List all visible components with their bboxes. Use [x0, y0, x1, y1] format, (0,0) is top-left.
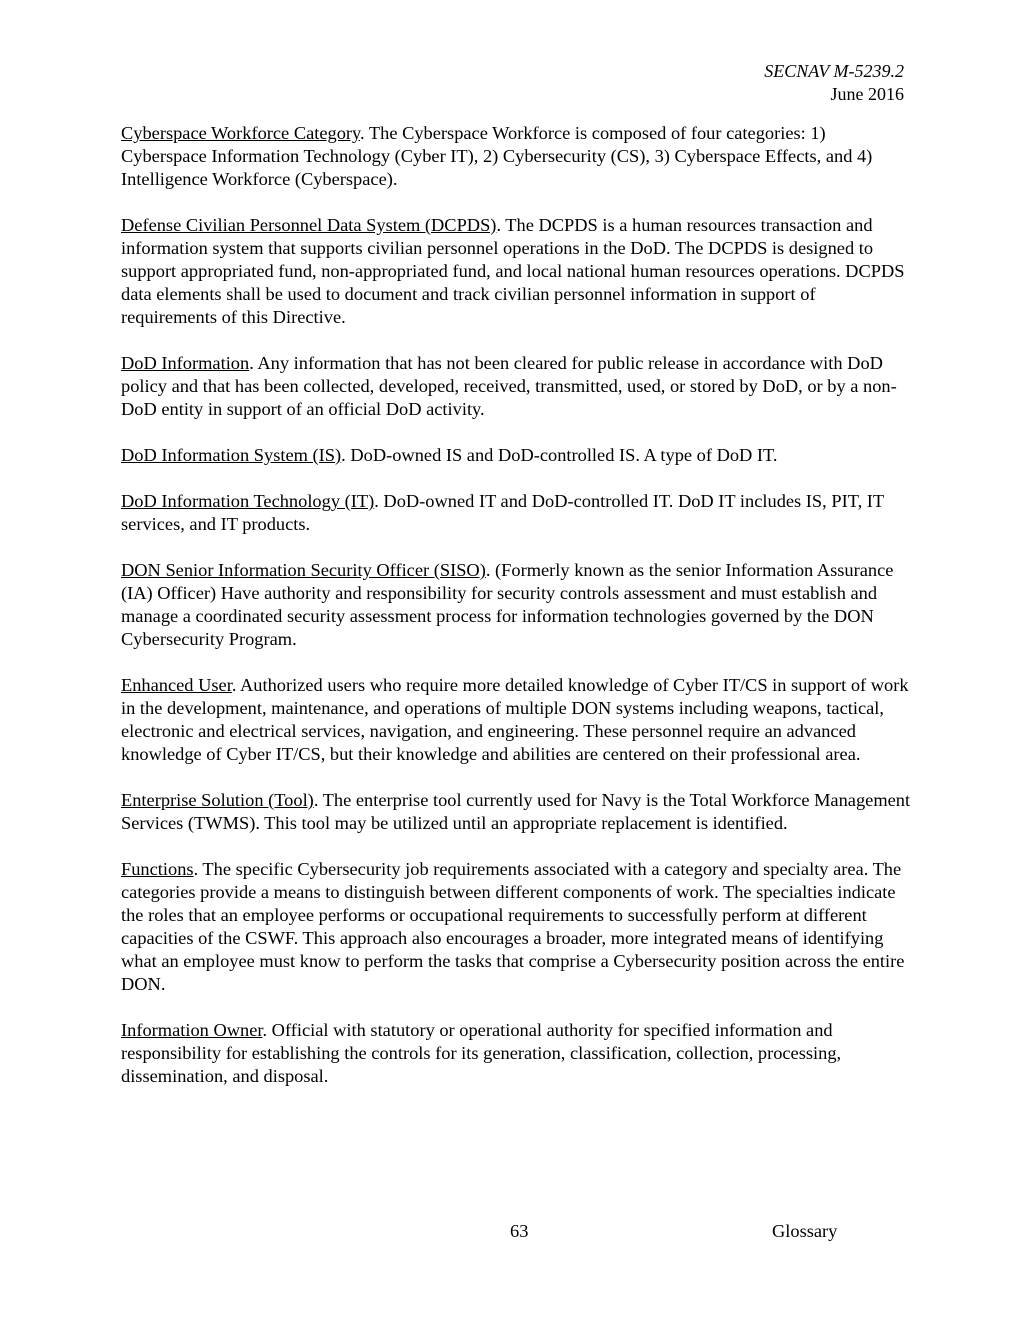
- glossary-entry: [121, 789, 911, 835]
- glossary-entry: [121, 214, 911, 329]
- glossary-term: DoD Information: [121, 353, 250, 373]
- glossary-entry: [121, 352, 911, 421]
- glossary-definition: . (Formerly known as the senior Information Assurance (IA) Officer) Have authority and responsibility for security controls assessment and must establish and manage a coordinated security assessment process for information technologies governed by the DON Cybersecurity Program.: [121, 560, 894, 649]
- glossary-body: [121, 122, 911, 1111]
- glossary-term: Information Owner: [121, 1020, 263, 1040]
- glossary-definition: . The enterprise tool currently used for Navy is the Total Workforce Management Services (TWMS). This tool may be utilized until an appropriate replacement is identified.: [121, 790, 911, 833]
- glossary-term: Defense Civilian Personnel Data System (DCPDS): [121, 215, 497, 235]
- glossary-entry: [121, 122, 911, 191]
- glossary-entry: [121, 858, 911, 996]
- glossary-entry: [121, 490, 911, 536]
- page-number: 63: [510, 1221, 529, 1241]
- glossary-term: Functions: [121, 859, 194, 879]
- page-header: [764, 60, 904, 106]
- glossary-definition: . Any information that has not been cleared for public release in accordance with DoD policy and that has been collected, developed, received, transmitted, used, or stored by DoD, or by a non-DoD entity in support of an official DoD activity.: [121, 353, 897, 419]
- glossary-term: DoD Information System (IS): [121, 445, 342, 465]
- glossary-term: DoD Information Technology (IT): [121, 491, 375, 511]
- document-id: SECNAV M-5239.2: [764, 61, 904, 81]
- section-name: Glossary: [772, 1221, 838, 1241]
- document-date: June 2016: [830, 84, 904, 104]
- glossary-term: Enterprise Solution (Tool): [121, 790, 314, 810]
- glossary-definition: . Authorized users who require more detailed knowledge of Cyber IT/CS in support of work in the development, maintenance, and operations of multiple DON systems including weapons, tactical, electronic and electrical services, navigation, and engineering. These personnel require an advanced knowledge of Cyber IT/CS, but their knowledge and abilities are centered on their professional area.: [121, 675, 909, 764]
- glossary-definition: . The specific Cybersecurity job requirements associated with a category and specialty area. The categories provide a means to distinguish between different components of work. The specialties indicate the roles that an employee performs or occupational requirements to successfully perform at different capacities of the CSWF. This approach also encourages a broader, more integrated means of identifying what an employee must know to perform the tasks that comprise a Cybersecurity position across the entire DON.: [121, 859, 905, 994]
- glossary-entry: [121, 559, 911, 651]
- glossary-definition: . The Cyberspace Workforce is composed of four categories: 1) Cyberspace Information Technology (Cyber IT), 2) Cybersecurity (CS), 3) Cyberspace Effects, and 4) Intelligence Workforce (Cyberspace).: [121, 123, 873, 189]
- glossary-definition: . DoD-owned IT and DoD-controlled IT. DoD IT includes IS, PIT, IT services, and IT products.: [121, 491, 884, 534]
- glossary-definition: . DoD-owned IS and DoD-controlled IS. A type of DoD IT.: [341, 445, 778, 465]
- glossary-entry: [121, 444, 911, 467]
- glossary-term: DON Senior Information Security Officer (SISO): [121, 560, 486, 580]
- glossary-entry: [121, 674, 911, 766]
- glossary-term: Cyberspace Workforce Category: [121, 123, 361, 143]
- glossary-term: Enhanced User: [121, 675, 232, 695]
- glossary-entry: [121, 1019, 911, 1088]
- glossary-definition: . The DCPDS is a human resources transaction and information system that supports civilian personnel operations in the DoD. The DCPDS is designed to support appropriated fund, non-appropriated fund, and local national human resources operations. DCPDS data elements shall be used to document and track civilian personnel information in support of requirements of this Directive.: [121, 215, 905, 327]
- glossary-definition: . Official with statutory or operational authority for specified information and responsibility for establishing the controls for its generation, classification, collection, processing, dissemination, and disposal.: [121, 1020, 842, 1086]
